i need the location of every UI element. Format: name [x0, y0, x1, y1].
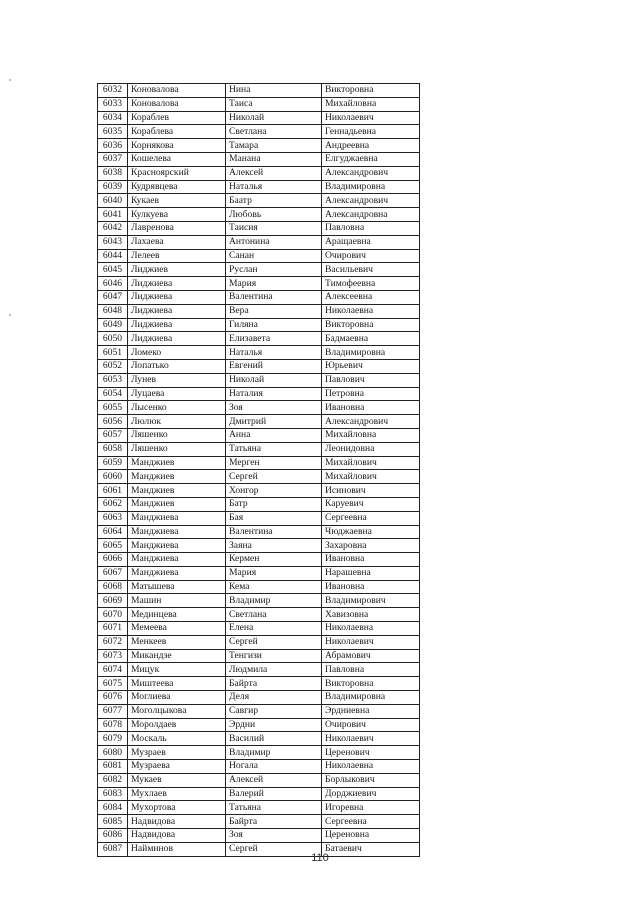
patronymic-cell: Александрович [322, 166, 420, 180]
last-name-cell: Надвидова [128, 829, 226, 843]
first-name-cell: Вера [226, 304, 322, 318]
first-name-cell: Хонгор [226, 484, 322, 498]
patronymic-cell: Николаевич [322, 732, 420, 746]
row-number-cell: 6071 [98, 622, 128, 636]
table-row [98, 566, 420, 580]
roster-table [97, 83, 420, 857]
table-row [98, 787, 420, 801]
table-row [98, 208, 420, 222]
last-name-cell: Мединцева [128, 608, 226, 622]
row-number-cell: 6087 [98, 842, 128, 856]
first-name-cell: Эрдни [226, 718, 322, 732]
last-name-cell: Манджиева [128, 553, 226, 567]
last-name-cell: Манджиев [128, 484, 226, 498]
first-name-cell: Тамара [226, 139, 322, 153]
patronymic-cell: Геннадьевна [322, 125, 420, 139]
patronymic-cell: Исинович [322, 484, 420, 498]
patronymic-cell: Павловна [322, 663, 420, 677]
patronymic-cell: Михайловна [322, 428, 420, 442]
table-row [98, 152, 420, 166]
table-row [98, 346, 420, 360]
first-name-cell: Тенгизи [226, 649, 322, 663]
first-name-cell: Елена [226, 622, 322, 636]
last-name-cell: Лахаева [128, 235, 226, 249]
row-number-cell: 6082 [98, 773, 128, 787]
row-number-cell: 6056 [98, 415, 128, 429]
row-number-cell: 6038 [98, 166, 128, 180]
last-name-cell: Мукаев [128, 773, 226, 787]
last-name-cell: Лиджиева [128, 332, 226, 346]
first-name-cell: Мария [226, 566, 322, 580]
patronymic-cell: Владимировна [322, 691, 420, 705]
last-name-cell: Лиджиева [128, 277, 226, 291]
table-row [98, 442, 420, 456]
last-name-cell: Моглиева [128, 691, 226, 705]
table-row [98, 401, 420, 415]
patronymic-cell: Михайлович [322, 470, 420, 484]
patronymic-cell: Владимирович [322, 594, 420, 608]
row-number-cell: 6083 [98, 787, 128, 801]
first-name-cell: Николай [226, 111, 322, 125]
last-name-cell: Кудрявцева [128, 180, 226, 194]
first-name-cell: Мария [226, 277, 322, 291]
row-number-cell: 6044 [98, 249, 128, 263]
last-name-cell: Мицук [128, 663, 226, 677]
table-row [98, 470, 420, 484]
row-number-cell: 6039 [98, 180, 128, 194]
last-name-cell: Красноярский [128, 166, 226, 180]
last-name-cell: Найминов [128, 842, 226, 856]
table-row [98, 194, 420, 208]
roster-body [98, 84, 420, 857]
row-number-cell: 6040 [98, 194, 128, 208]
row-number-cell: 6075 [98, 677, 128, 691]
last-name-cell: Мухлаев [128, 787, 226, 801]
first-name-cell: Мерген [226, 456, 322, 470]
row-number-cell: 6073 [98, 649, 128, 663]
row-number-cell: 6055 [98, 401, 128, 415]
first-name-cell: Савгир [226, 704, 322, 718]
last-name-cell: Лавренова [128, 221, 226, 235]
first-name-cell: Кермен [226, 553, 322, 567]
first-name-cell: Любовь [226, 208, 322, 222]
first-name-cell: Алексей [226, 773, 322, 787]
row-number-cell: 6051 [98, 346, 128, 360]
table-row [98, 456, 420, 470]
table-row [98, 801, 420, 815]
last-name-cell: Люлюк [128, 415, 226, 429]
table-row [98, 815, 420, 829]
row-number-cell: 6041 [98, 208, 128, 222]
row-number-cell: 6048 [98, 304, 128, 318]
first-name-cell: Зоя [226, 829, 322, 843]
first-name-cell: Зоя [226, 401, 322, 415]
patronymic-cell: Церенович [322, 746, 420, 760]
table-row [98, 84, 420, 98]
first-name-cell: Манана [226, 152, 322, 166]
first-name-cell: Людмила [226, 663, 322, 677]
first-name-cell: Владимир [226, 746, 322, 760]
patronymic-cell: Чюджаевна [322, 525, 420, 539]
row-number-cell: 6035 [98, 125, 128, 139]
first-name-cell: Байрта [226, 815, 322, 829]
row-number-cell: 6065 [98, 539, 128, 553]
row-number-cell: 6067 [98, 566, 128, 580]
row-number-cell: 6081 [98, 760, 128, 774]
last-name-cell: Манджиева [128, 525, 226, 539]
patronymic-cell: Викторовна [322, 318, 420, 332]
last-name-cell: Кораблев [128, 111, 226, 125]
row-number-cell: 6076 [98, 691, 128, 705]
row-number-cell: 6077 [98, 704, 128, 718]
first-name-cell: Алексей [226, 166, 322, 180]
row-number-cell: 6078 [98, 718, 128, 732]
table-row [98, 691, 420, 705]
last-name-cell: Манджиев [128, 456, 226, 470]
row-number-cell: 6064 [98, 525, 128, 539]
table-row [98, 332, 420, 346]
patronymic-cell: Николаевна [322, 760, 420, 774]
table-row [98, 594, 420, 608]
first-name-cell: Светлана [226, 608, 322, 622]
last-name-cell: Микандзе [128, 649, 226, 663]
row-number-cell: 6032 [98, 84, 128, 98]
table-row [98, 760, 420, 774]
row-number-cell: 6084 [98, 801, 128, 815]
scan-speck [9, 79, 11, 81]
last-name-cell: Лиджиева [128, 304, 226, 318]
row-number-cell: 6042 [98, 221, 128, 235]
first-name-cell: Антонина [226, 235, 322, 249]
first-name-cell: Сергей [226, 842, 322, 856]
row-number-cell: 6050 [98, 332, 128, 346]
table-row [98, 125, 420, 139]
first-name-cell: Заяна [226, 539, 322, 553]
first-name-cell: Таисия [226, 221, 322, 235]
first-name-cell: Бая [226, 511, 322, 525]
patronymic-cell: Андреевна [322, 139, 420, 153]
patronymic-cell: Павловна [322, 221, 420, 235]
table-row [98, 539, 420, 553]
row-number-cell: 6057 [98, 428, 128, 442]
patronymic-cell: Николаевна [322, 304, 420, 318]
patronymic-cell: Александрович [322, 415, 420, 429]
table-row [98, 166, 420, 180]
first-name-cell: Наталия [226, 387, 322, 401]
first-name-cell: Татьяна [226, 442, 322, 456]
table-row [98, 663, 420, 677]
patronymic-cell: Сергеевна [322, 815, 420, 829]
table-row [98, 746, 420, 760]
first-name-cell: Ногала [226, 760, 322, 774]
table-row [98, 608, 420, 622]
table-row [98, 387, 420, 401]
row-number-cell: 6049 [98, 318, 128, 332]
last-name-cell: Надвидова [128, 815, 226, 829]
table-row [98, 677, 420, 691]
row-number-cell: 6033 [98, 97, 128, 111]
row-number-cell: 6046 [98, 277, 128, 291]
last-name-cell: Миштеева [128, 677, 226, 691]
last-name-cell: Кошелева [128, 152, 226, 166]
table-row [98, 373, 420, 387]
first-name-cell: Елизавета [226, 332, 322, 346]
patronymic-cell: Александровна [322, 208, 420, 222]
row-number-cell: 6079 [98, 732, 128, 746]
last-name-cell: Манджиева [128, 566, 226, 580]
first-name-cell: Санан [226, 249, 322, 263]
first-name-cell: Руслан [226, 263, 322, 277]
first-name-cell: Валентина [226, 290, 322, 304]
row-number-cell: 6062 [98, 497, 128, 511]
first-name-cell: Дмитрий [226, 415, 322, 429]
patronymic-cell: Елгуджаевна [322, 152, 420, 166]
row-number-cell: 6072 [98, 635, 128, 649]
row-number-cell: 6054 [98, 387, 128, 401]
last-name-cell: Матышева [128, 580, 226, 594]
first-name-cell: Байрта [226, 677, 322, 691]
table-row [98, 829, 420, 843]
last-name-cell: Манджиев [128, 470, 226, 484]
row-number-cell: 6036 [98, 139, 128, 153]
first-name-cell: Нина [226, 84, 322, 98]
table-row [98, 249, 420, 263]
scan-speck [9, 314, 11, 316]
patronymic-cell: Борлыкович [322, 773, 420, 787]
patronymic-cell: Тимофеевна [322, 277, 420, 291]
row-number-cell: 6052 [98, 359, 128, 373]
last-name-cell: Лиджиева [128, 290, 226, 304]
patronymic-cell: Викторовна [322, 677, 420, 691]
row-number-cell: 6070 [98, 608, 128, 622]
patronymic-cell: Каруевич [322, 497, 420, 511]
table-row [98, 415, 420, 429]
last-name-cell: Коновалова [128, 97, 226, 111]
first-name-cell: Гиляна [226, 318, 322, 332]
row-number-cell: 6059 [98, 456, 128, 470]
row-number-cell: 6058 [98, 442, 128, 456]
table-row [98, 318, 420, 332]
first-name-cell: Владимир [226, 594, 322, 608]
table-row [98, 428, 420, 442]
patronymic-cell: Леонидовна [322, 442, 420, 456]
last-name-cell: Кораблева [128, 125, 226, 139]
table-row [98, 290, 420, 304]
patronymic-cell: Аращаевна [322, 235, 420, 249]
last-name-cell: Лысенко [128, 401, 226, 415]
last-name-cell: Лопатько [128, 359, 226, 373]
table-row [98, 111, 420, 125]
first-name-cell: Баатр [226, 194, 322, 208]
last-name-cell: Манджиев [128, 497, 226, 511]
last-name-cell: Лиджиева [128, 318, 226, 332]
first-name-cell: Татьяна [226, 801, 322, 815]
first-name-cell: Наталья [226, 180, 322, 194]
patronymic-cell: Павлович [322, 373, 420, 387]
last-name-cell: Моголцыкова [128, 704, 226, 718]
last-name-cell: Моролдаев [128, 718, 226, 732]
first-name-cell: Василий [226, 732, 322, 746]
patronymic-cell: Алексеевна [322, 290, 420, 304]
patronymic-cell: Николаевна [322, 622, 420, 636]
patronymic-cell: Абрамович [322, 649, 420, 663]
table-row [98, 359, 420, 373]
table-row [98, 525, 420, 539]
patronymic-cell: Бадмаевна [322, 332, 420, 346]
last-name-cell: Ляшенко [128, 428, 226, 442]
table-row [98, 277, 420, 291]
row-number-cell: 6043 [98, 235, 128, 249]
last-name-cell: Манджиева [128, 539, 226, 553]
first-name-cell: Николай [226, 373, 322, 387]
table-row [98, 649, 420, 663]
row-number-cell: 6045 [98, 263, 128, 277]
patronymic-cell: Ивановна [322, 553, 420, 567]
patronymic-cell: Владимировна [322, 346, 420, 360]
last-name-cell: Москаль [128, 732, 226, 746]
first-name-cell: Анна [226, 428, 322, 442]
patronymic-cell: Владимировна [322, 180, 420, 194]
row-number-cell: 6047 [98, 290, 128, 304]
table-row [98, 635, 420, 649]
row-number-cell: 6066 [98, 553, 128, 567]
patronymic-cell: Ивановна [322, 401, 420, 415]
table-row [98, 718, 420, 732]
table-row [98, 221, 420, 235]
last-name-cell: Коновалова [128, 84, 226, 98]
first-name-cell: Батр [226, 497, 322, 511]
table-row [98, 484, 420, 498]
patronymic-cell: Дорджиевич [322, 787, 420, 801]
patronymic-cell: Очирович [322, 249, 420, 263]
row-number-cell: 6063 [98, 511, 128, 525]
page-number: 110 [311, 852, 329, 864]
last-name-cell: Лунев [128, 373, 226, 387]
table-row [98, 497, 420, 511]
last-name-cell: Луцаева [128, 387, 226, 401]
patronymic-cell: Михайловна [322, 97, 420, 111]
table-row [98, 511, 420, 525]
table-row [98, 263, 420, 277]
patronymic-cell: Захаровна [322, 539, 420, 553]
row-number-cell: 6074 [98, 663, 128, 677]
patronymic-cell: Батаевич [322, 842, 420, 856]
row-number-cell: 6086 [98, 829, 128, 843]
row-number-cell: 6085 [98, 815, 128, 829]
patronymic-cell: Хавизовна [322, 608, 420, 622]
patronymic-cell: Михайлович [322, 456, 420, 470]
last-name-cell: Мухортова [128, 801, 226, 815]
patronymic-cell: Ивановна [322, 580, 420, 594]
table-row [98, 304, 420, 318]
table-row [98, 180, 420, 194]
last-name-cell: Мемеева [128, 622, 226, 636]
table-row [98, 97, 420, 111]
table-row [98, 139, 420, 153]
patronymic-cell: Васильевич [322, 263, 420, 277]
first-name-cell: Деля [226, 691, 322, 705]
row-number-cell: 6068 [98, 580, 128, 594]
first-name-cell: Кема [226, 580, 322, 594]
table-row [98, 580, 420, 594]
patronymic-cell: Викторовна [322, 84, 420, 98]
patronymic-cell: Александрович [322, 194, 420, 208]
row-number-cell: 6053 [98, 373, 128, 387]
last-name-cell: Ломеко [128, 346, 226, 360]
table-row [98, 235, 420, 249]
patronymic-cell: Николаевич [322, 111, 420, 125]
patronymic-cell: Эрдниевна [322, 704, 420, 718]
table-row [98, 704, 420, 718]
last-name-cell: Менкеев [128, 635, 226, 649]
patronymic-cell: Юрьевич [322, 359, 420, 373]
table-row [98, 622, 420, 636]
first-name-cell: Евгений [226, 359, 322, 373]
first-name-cell: Светлана [226, 125, 322, 139]
patronymic-cell: Сергеевна [322, 511, 420, 525]
patronymic-cell: Петровна [322, 387, 420, 401]
last-name-cell: Машин [128, 594, 226, 608]
last-name-cell: Музраева [128, 760, 226, 774]
last-name-cell: Лиджиев [128, 263, 226, 277]
last-name-cell: Корнякова [128, 139, 226, 153]
row-number-cell: 6080 [98, 746, 128, 760]
first-name-cell: Сергей [226, 470, 322, 484]
first-name-cell: Валентина [226, 525, 322, 539]
last-name-cell: Ляшенко [128, 442, 226, 456]
row-number-cell: 6061 [98, 484, 128, 498]
patronymic-cell: Николаевич [322, 635, 420, 649]
last-name-cell: Музраев [128, 746, 226, 760]
first-name-cell: Наталья [226, 346, 322, 360]
first-name-cell: Сергей [226, 635, 322, 649]
table-row [98, 773, 420, 787]
patronymic-cell: Игоревна [322, 801, 420, 815]
table-row [98, 553, 420, 567]
first-name-cell: Валерий [226, 787, 322, 801]
row-number-cell: 6037 [98, 152, 128, 166]
patronymic-cell: Нарашевна [322, 566, 420, 580]
patronymic-cell: Очирович [322, 718, 420, 732]
row-number-cell: 6060 [98, 470, 128, 484]
last-name-cell: Кулкуева [128, 208, 226, 222]
row-number-cell: 6034 [98, 111, 128, 125]
patronymic-cell: Цереновна [322, 829, 420, 843]
last-name-cell: Лелеев [128, 249, 226, 263]
first-name-cell: Таиса [226, 97, 322, 111]
row-number-cell: 6069 [98, 594, 128, 608]
table-row [98, 732, 420, 746]
last-name-cell: Манджиева [128, 511, 226, 525]
last-name-cell: Кукаев [128, 194, 226, 208]
